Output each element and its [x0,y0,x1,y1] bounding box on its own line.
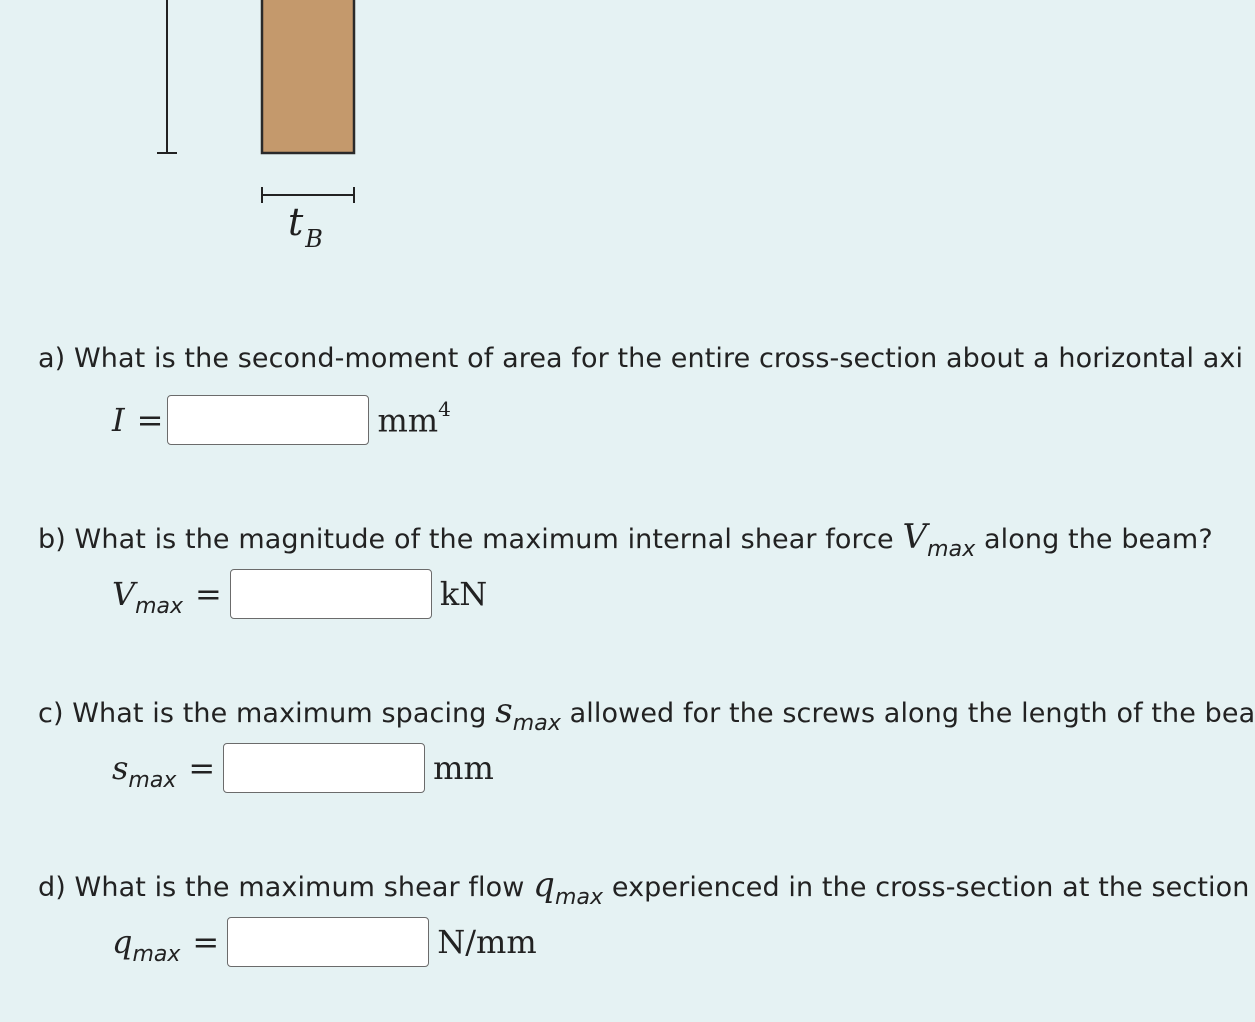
answer-c-equals: = [188,749,216,787]
question-d-suffix: experienced in the cross-section at the section [603,872,1250,903]
question-d-prefix: d) What is the maximum shear flow [38,872,534,903]
answer-d-input[interactable] [227,917,429,967]
question-a-text: a) What is the second-moment of area for the entire cross-section about a horizontal axi [38,343,1244,374]
question-a [38,343,1243,374]
answer-d-lhs [112,923,227,967]
answer-c-symbol-sub: max [128,768,177,793]
answer-b-symbol-sub: max [135,594,184,619]
width-subscript: B [305,225,323,253]
answer-a-unit [377,396,451,440]
web-block [262,0,354,153]
question-b-symbol: V [902,517,928,557]
answer-b-input[interactable] [230,569,432,619]
answer-row-a [112,394,451,446]
question-b-prefix: b) What is the magnitude of the maximum internal shear force [38,524,903,555]
width-symbol: t [288,200,304,244]
question-d-symbol: q [533,865,555,905]
answer-a-unit-text: mm [377,401,439,440]
question-b [38,517,1213,562]
question-c-suffix: allowed for the screws along the length of the bea [560,698,1255,729]
answer-a-input[interactable] [167,395,369,445]
answer-b-symbol: V [112,575,136,613]
answer-a-equals: = [136,401,164,439]
answer-row-d [112,916,537,968]
cross-section-figure [0,0,400,280]
answer-b-equals: = [195,575,222,613]
answer-c-input[interactable] [223,743,425,793]
cross-section-diagram [0,0,400,280]
answer-a-unit-exponent: 4 [438,396,451,421]
question-d-symbol-sub: max [554,885,604,910]
question-c-symbol: s [495,691,513,731]
answer-a-symbol: I [112,401,125,439]
answer-c-unit: mm [433,749,494,787]
answer-b-lhs [112,575,230,619]
question-c-prefix: c) What is the maximum spacing [38,698,496,729]
question-c-symbol-sub: max [512,711,561,736]
answer-c-symbol: s [112,749,129,787]
width-dimension-label [288,200,323,253]
question-b-symbol-sub: max [927,537,976,562]
answer-d-symbol-sub: max [132,942,181,967]
question-b-suffix: along the beam? [975,524,1213,555]
answer-row-c [112,742,494,794]
answer-b-unit: kN [439,575,488,613]
answer-c-lhs [112,749,223,793]
question-d [38,865,1250,910]
answer-d-symbol: q [112,923,133,961]
answer-d-unit: N/mm [437,923,537,961]
question-c [38,691,1255,736]
answer-a-lhs [112,401,171,439]
answer-d-equals: = [192,923,220,961]
answer-row-b [112,568,487,620]
